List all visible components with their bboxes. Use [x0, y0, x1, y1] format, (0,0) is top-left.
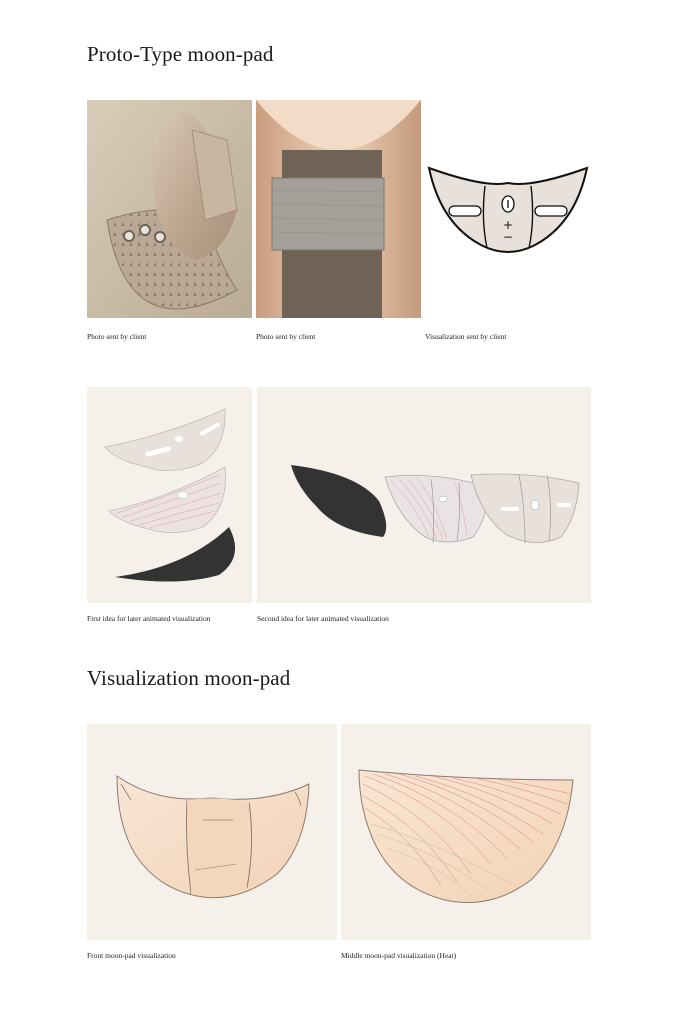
- caption-client-visualization: Visualization sent by client: [425, 332, 507, 341]
- second-idea-diagram: [257, 387, 591, 603]
- caption-front-moon-pad: Front moon-pad visualization: [87, 951, 176, 960]
- caption-photo-1: Photo sent by client: [87, 332, 147, 341]
- front-moon-pad-visualization: [87, 724, 337, 940]
- section-title-visualization: Visualization moon-pad: [87, 666, 291, 690]
- client-photo-2: [256, 100, 421, 318]
- plus-label: +: [502, 218, 514, 232]
- first-idea-diagram: [87, 387, 252, 603]
- second-idea-visualization: [257, 387, 591, 603]
- middle-moon-pad-visualization: [341, 724, 591, 940]
- caption-first-idea: First idea for later animated visualization: [87, 614, 211, 623]
- minus-label: −: [502, 230, 514, 244]
- caption-second-idea: Second idea for later animated visualization: [257, 614, 389, 623]
- client-visualization: [425, 100, 591, 318]
- client-photo-2-illustration: [256, 100, 421, 318]
- caption-photo-2: Photo sent by client: [256, 332, 316, 341]
- client-photo-1-illustration: [87, 100, 252, 318]
- middle-moon-pad-illustration: [341, 724, 591, 940]
- front-moon-pad-illustration: [87, 724, 337, 940]
- first-idea-visualization: [87, 387, 252, 603]
- caption-middle-moon-pad: Middle moon-pad visualization (Heat): [341, 951, 457, 960]
- client-visualization-diagram: [425, 100, 591, 318]
- client-photo-1: [87, 100, 252, 318]
- section-title-prototype: Proto-Type moon-pad: [87, 42, 274, 66]
